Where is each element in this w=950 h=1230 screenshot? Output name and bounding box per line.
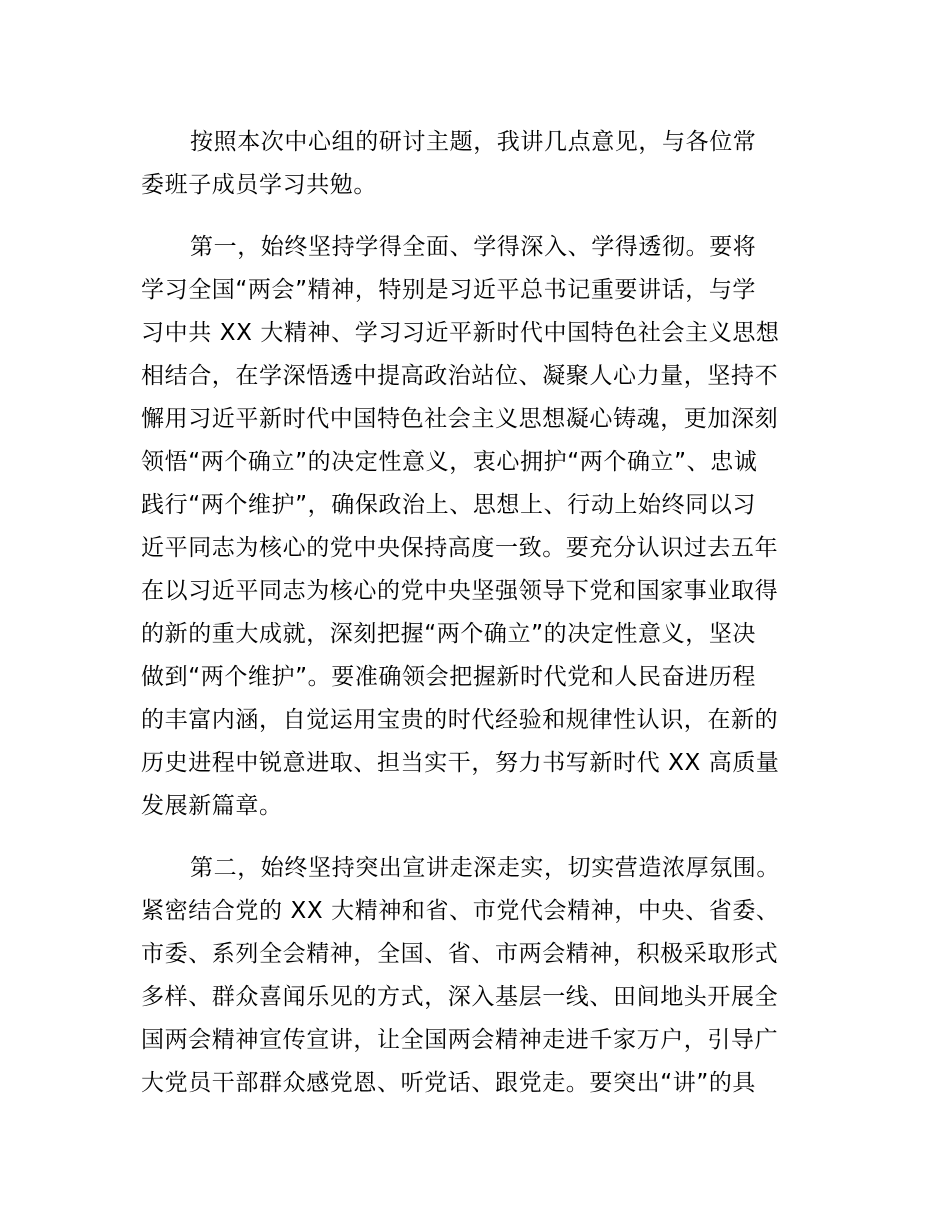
paragraph-3-line-6: 大党员干部群众感党恩、听党话、跟党走。要突出“讲”的具 [141,1070,757,1096]
paragraph-2-line-1: 第一，始终坚持学得全面、学得深入、学得透彻。要将 [190,234,757,260]
paragraph-2-line-7: 践行“两个维护”，确保政治上、思想上、行动上始终同以习 [141,492,757,518]
paragraph-2-line-2: 学习全国“两会”精神，特别是习近平总书记重要讲话，与学 [141,277,757,303]
paragraph-3-line-2: 紧密结合党的 XX 大精神和省、市党代会精神，中央、省委、 [141,898,780,924]
paragraph-2-line-4: 相结合，在学深悟透中提高政治站位、凝聚人心力量，坚持不 [141,363,779,389]
paragraph-2-line-12: 的丰富内涵，自觉运用宝贵的时代经验和规律性认识，在新的 [141,707,779,733]
paragraph-2-line-10: 的新的重大成就，深刻把握“两个确立”的决定性意义，坚决 [141,621,757,647]
paragraph-2-line-6: 领悟“两个确立”的决定性意义，衷心拥护“两个确立”、忠诚 [141,449,758,475]
paragraph-2-line-9: 在以习近平同志为核心的党中央坚强领导下党和国家事业取得 [141,578,779,604]
paragraph-2-line-13: 历史进程中锐意进取、担当实干，努力书写新时代 XX 高质量 [141,750,780,776]
paragraph-2-line-14: 发展新篇章。 [141,793,283,819]
paragraph-2-line-3: 习中共 XX 大精神、学习习近平新时代中国特色社会主义思想 [141,320,780,346]
paragraph-1-line-2: 委班子成员学习共勉。 [141,172,377,198]
paragraph-2-line-5: 懈用习近平新时代中国特色社会主义思想凝心铸魂，更加深刻 [141,406,779,432]
paragraph-3-line-4: 多样、群众喜闻乐见的方式，深入基层一线、田间地头开展全 [141,984,779,1010]
paragraph-3-line-5: 国两会精神宣传宣讲，让全国两会精神走进千家万户，引导广 [141,1027,779,1053]
paragraph-3-line-3: 市委、系列全会精神，全国、省、市两会精神，积极采取形式 [141,941,779,967]
paragraph-2-line-8: 近平同志为核心的党中央保持高度一致。要充分认识过去五年 [141,535,779,561]
paragraph-2-line-11: 做到“两个维护”。要准确领会把握新时代党和人民奋进历程 [141,664,757,690]
paragraph-3-line-1: 第二，始终坚持突出宣讲走深走实，切实营造浓厚氛围。 [190,855,780,881]
paragraph-1-line-1: 按照本次中心组的研讨主题，我讲几点意见，与各位常 [190,129,757,155]
